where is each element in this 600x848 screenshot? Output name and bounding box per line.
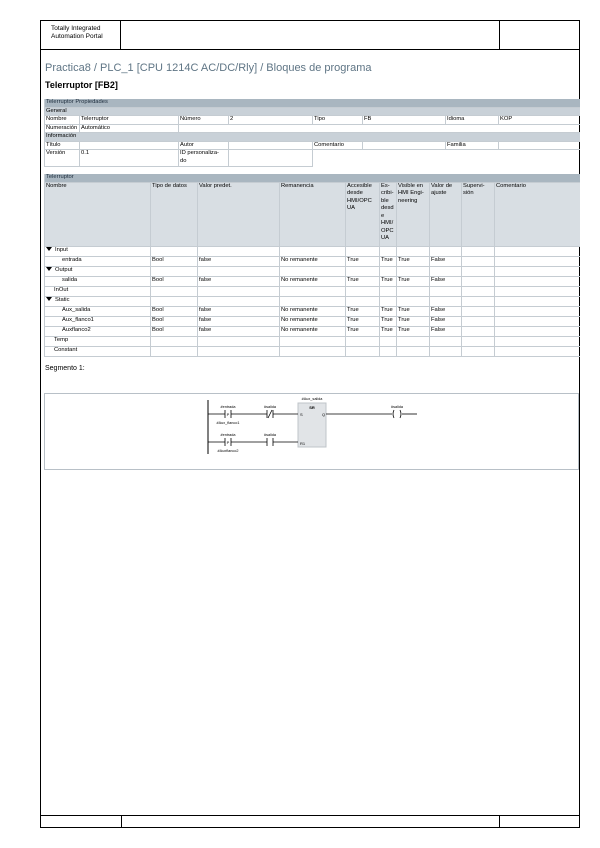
section-cell <box>45 296 151 306</box>
footer-center-cell <box>121 816 500 828</box>
var-retain: No remanente <box>280 326 346 336</box>
table-row <box>45 276 580 286</box>
column-header <box>397 182 430 246</box>
header-line: Visible en <box>398 182 424 189</box>
value-cell <box>229 150 313 167</box>
header-line: Es- <box>381 182 390 189</box>
var-accessible: True <box>346 316 380 326</box>
var-name: entrada <box>45 256 151 266</box>
header-line: desd <box>381 205 394 211</box>
segment-title: Segmento 1: <box>45 365 85 372</box>
contact-tag: #Aux_flanco1 <box>216 421 240 425</box>
column-header: Tipo de datos <box>151 182 198 246</box>
var-visible: True <box>397 326 430 336</box>
sr-pin-s: S <box>300 412 303 417</box>
column-header <box>462 182 495 246</box>
var-setpoint: False <box>430 316 462 326</box>
var-writable: True <box>380 306 397 316</box>
interface-table <box>44 174 580 357</box>
var-retain: No remanente <box>280 276 346 286</box>
label-line: ID personaliza- <box>180 150 219 156</box>
value-cell: 0.1 <box>80 150 179 167</box>
label-cell: Número <box>179 116 229 125</box>
value-cell <box>499 141 580 150</box>
contact-tag: #salida <box>263 405 277 409</box>
table-row <box>45 256 580 266</box>
var-visible: True <box>397 276 430 286</box>
ladder-svg <box>45 394 580 471</box>
var-retain: No remanente <box>280 316 346 326</box>
table-row <box>45 316 580 326</box>
properties-row <box>45 124 580 133</box>
header-line: Supervi- <box>463 182 485 189</box>
column-header: Remanencia <box>280 182 346 246</box>
label-cell: Nombre <box>45 116 80 125</box>
empty-cell <box>179 124 580 133</box>
value-cell <box>229 141 313 150</box>
sr-pin-q: Q <box>322 412 326 417</box>
page-header <box>40 20 580 50</box>
value-cell <box>80 141 179 150</box>
section-row-output <box>45 266 580 276</box>
var-type: Bool <box>151 276 198 286</box>
section-label: Temp <box>45 336 151 346</box>
var-default: false <box>198 306 280 316</box>
section-label: Constant <box>45 346 151 356</box>
var-name: Aux_flanco1 <box>45 316 151 326</box>
value-cell: KOP <box>499 116 580 125</box>
section-label: InOut <box>45 286 151 296</box>
header-line: UA <box>347 205 356 211</box>
header-line: UA <box>381 235 390 241</box>
column-header <box>380 182 397 246</box>
var-name: salida <box>45 276 151 286</box>
general-row <box>45 107 580 116</box>
group-heading: General <box>45 107 580 116</box>
header-line: cribi- <box>381 190 394 196</box>
value-cell: Telerruptor <box>80 116 179 125</box>
label-cell: Título <box>45 141 80 150</box>
var-accessible: True <box>346 256 380 266</box>
var-type: Bool <box>151 326 198 336</box>
section-cell <box>45 246 151 256</box>
var-writable: True <box>380 316 397 326</box>
header-line: neering <box>398 197 418 204</box>
var-setpoint: False <box>430 276 462 286</box>
column-header <box>430 182 462 246</box>
header-line: e <box>381 212 385 219</box>
value-cell: 2 <box>229 116 313 125</box>
var-retain: No remanente <box>280 256 346 266</box>
header-line: OPC <box>381 227 394 234</box>
var-visible: True <box>397 316 430 326</box>
page-title: Practica8 / PLC_1 [CPU 1214C AC/DC/Rly] / Bloques de programa <box>45 62 372 74</box>
value-cell <box>363 141 446 150</box>
contact-tag: #Auxflanco2 <box>217 449 239 453</box>
interface-header-row <box>45 182 580 246</box>
tia-portal-logo <box>40 20 121 49</box>
label-line: do <box>180 157 187 164</box>
group-heading: Información <box>45 133 580 142</box>
section-row-temp <box>45 336 580 346</box>
section-label: Output <box>55 266 73 273</box>
header-line: HMI/ <box>381 220 394 226</box>
column-header: Comentario <box>495 182 580 246</box>
svg-text:P: P <box>226 412 230 417</box>
header-line: desde <box>347 190 363 196</box>
logo-line: Automation Portal <box>51 33 103 40</box>
var-type: Bool <box>151 316 198 326</box>
var-default: false <box>198 316 280 326</box>
label-cell: Tipo <box>313 116 363 125</box>
var-type: Bool <box>151 256 198 266</box>
properties-row <box>45 150 580 167</box>
contact-tag: #entrada <box>220 405 236 409</box>
label-cell: Idioma <box>446 116 499 125</box>
value-cell: Automático <box>80 124 179 133</box>
section-cell <box>45 266 151 276</box>
var-default: false <box>198 256 280 266</box>
collapse-triangle-icon[interactable] <box>46 247 52 251</box>
section-heading: Telerruptor <box>45 174 580 182</box>
sr-pin-r1: R1 <box>300 441 306 446</box>
section-row-input <box>45 246 580 256</box>
header-line: ajuste <box>431 190 447 196</box>
var-setpoint: False <box>430 326 462 336</box>
header-center-cell <box>121 20 500 49</box>
table-row <box>45 326 580 336</box>
header-line: sión <box>463 190 474 196</box>
column-header <box>346 182 380 246</box>
properties-section-row <box>45 99 580 107</box>
label-cell: Familia <box>446 141 499 150</box>
table-row <box>45 306 580 316</box>
header-line: Accesible <box>347 182 372 189</box>
section-label: Static <box>55 296 70 303</box>
page-footer <box>40 815 580 828</box>
column-header: Valor predet. <box>198 182 280 246</box>
coil-tag: #salida <box>390 405 404 409</box>
contact-tag: #salida <box>263 433 277 437</box>
var-default: false <box>198 276 280 286</box>
section-row-constant <box>45 346 580 356</box>
properties-table <box>44 99 580 167</box>
properties-row <box>45 141 580 150</box>
value-cell: FB <box>363 116 446 125</box>
label-cell: Autor <box>179 141 229 150</box>
collapse-triangle-icon[interactable] <box>46 267 52 271</box>
contact-tag: #entrada <box>220 433 236 437</box>
coil-salida[interactable] <box>393 410 401 418</box>
var-setpoint: False <box>430 256 462 266</box>
var-setpoint: False <box>430 306 462 316</box>
var-default: false <box>198 326 280 336</box>
var-writable: True <box>380 276 397 286</box>
var-accessible: True <box>346 326 380 336</box>
var-writable: True <box>380 326 397 336</box>
section-label: Input <box>55 246 68 253</box>
header-line: HMI Engi- <box>398 190 424 196</box>
header-line: HMI/OPC <box>347 197 372 204</box>
label-cell: Numeración <box>45 124 80 133</box>
interface-section-row <box>45 174 580 182</box>
sr-label: SR <box>309 405 315 410</box>
header-line: ble <box>381 197 389 204</box>
informacion-row <box>45 133 580 142</box>
var-writable: True <box>380 256 397 266</box>
svg-text:P: P <box>226 440 230 445</box>
properties-row <box>45 116 580 125</box>
var-accessible: True <box>346 276 380 286</box>
section-row-inout <box>45 286 580 296</box>
section-row-static <box>45 296 580 306</box>
var-name: Auxflanco2 <box>45 326 151 336</box>
var-visible: True <box>397 306 430 316</box>
section-heading: Telerruptor Propiedades <box>45 99 580 107</box>
var-name: Aux_salida <box>45 306 151 316</box>
var-accessible: True <box>346 306 380 316</box>
var-type: Bool <box>151 306 198 316</box>
empty-cell <box>313 150 580 167</box>
ladder-diagram[interactable] <box>44 393 579 470</box>
var-visible: True <box>397 256 430 266</box>
var-retain: No remanente <box>280 306 346 316</box>
logo-line: Totally Integrated <box>51 25 101 32</box>
header-line: Valor de <box>431 182 453 189</box>
sr-tag: #Aux_salida <box>301 397 323 401</box>
block-title: Telerruptor [FB2] <box>45 80 118 90</box>
collapse-triangle-icon[interactable] <box>46 297 52 301</box>
label-cell: Versión <box>45 150 80 167</box>
label-cell <box>179 150 229 167</box>
label-cell: Comentario <box>313 141 363 150</box>
column-header: Nombre <box>45 182 151 246</box>
